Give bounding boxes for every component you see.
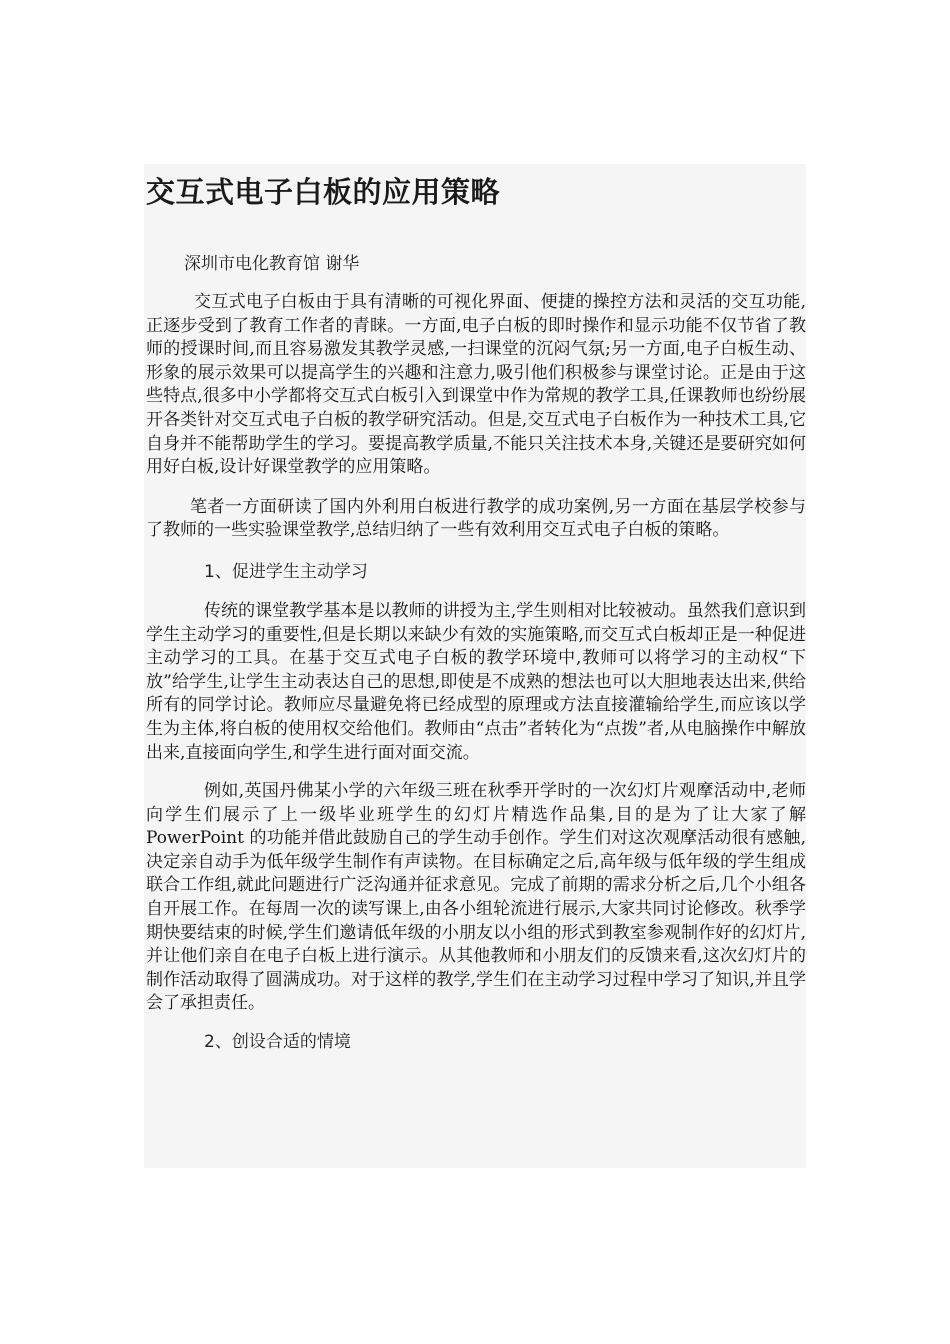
document-content-block (144, 164, 806, 1168)
intro-paragraph-1: 交互式电子白板由于具有清晰的可视化界面、便捷的操控方法和灵活的交互功能,正逐步受到了教育工作者的青睐。一方面,电子白板的即时操作和显示功能不仅节省了教师的授课时间,而且容易激发其教学灵感,一扫课堂的沉闷气氛;另一方面,电子白板生动、形象的展示效果可以提高学生的兴趣和注意力,吸引他们积极参与课堂讨论。正是由于这些特点,很多中小学都将交互式白板引入到课堂中作为常规的教学工具,任课教师也纷纷展开各类针对交互式电子白板的教学研究活动。但是,交互式电子白板作为一种技术工具,它自身并不能帮助学生的学习。要提高教学质量,不能只关注技术本身,关键还是要研究如何用好白板,设计好课堂教学的应用策略。 (146, 292, 806, 478)
section-heading-1: 1、促进学生主动学习 (204, 561, 368, 582)
section1-paragraph-1: 传统的课堂教学基本是以教师的讲授为主,学生则相对比较被动。虽然我们意识到学生主动学习的重要性,但是长期以来缺少有效的实施策略,而交互式白板却正是一种促进主动学习的工具。在基于交互式电子白板的教学环境中,教师可以将学习的主动权“下放”给学生,让学生主动表达自己的思想,即使是不成熟的想法也可以大胆地表达出来,供给所有的同学讨论。教师应尽量避免将已经成型的原理或方法直接灌输给学生,而应该以学生为主体,将白板的使用权交给他们。教师由“点击”者转化为“点拨”者,从电脑操作中解放出来,直接面向学生,和学生进行面对面交流。 (146, 600, 806, 763)
document-title: 交互式电子白板的应用策略 (146, 175, 501, 209)
intro-paragraph-2: 笔者一方面研读了国内外利用白板进行教学的成功案例,另一方面在基层学校参与了教师的一些实验课堂教学,总结归纳了一些有效利用交互式电子白板的策略。 (146, 496, 806, 541)
author-line: 深圳市电化教育馆 谢华 (184, 254, 360, 274)
section1-paragraph-2: 例如,英国丹佛某小学的六年级三班在秋季开学时的一次幻灯片观摩活动中,老师向学生们展示了上一级毕业班学生的幻灯片精选作品集,目的是为了让大家了解 PowerPoint 的功能并借此鼓励自己的学生动手创作。学生们对这次观摩活动很有感触,决定亲自动手为低年级学生制作有声读物。在目标确定之后,高年级与低年级的学生组成联合工作组,就此问题进行广泛沟通并征求意见。完成了前期的需求分析之后,几个小组各自开展工作。在每周一次的读写课上,由各小组轮流进行展示,大家共同讨论修改。秋季学期快要结束的时候,学生们邀请低年级的小朋友以小组的形式到教室参观制作好的幻灯片,并让他们亲自在电子白板上进行演示。从其他教师和小朋友们的反馈来看,这次幻灯片的制作活动取得了圆满成功。对于这样的教学,学生们在主动学习过程中学习了知识,并且学会了承担责任。 (146, 781, 806, 1014)
section-heading-2: 2、创设合适的情境 (204, 1032, 351, 1053)
